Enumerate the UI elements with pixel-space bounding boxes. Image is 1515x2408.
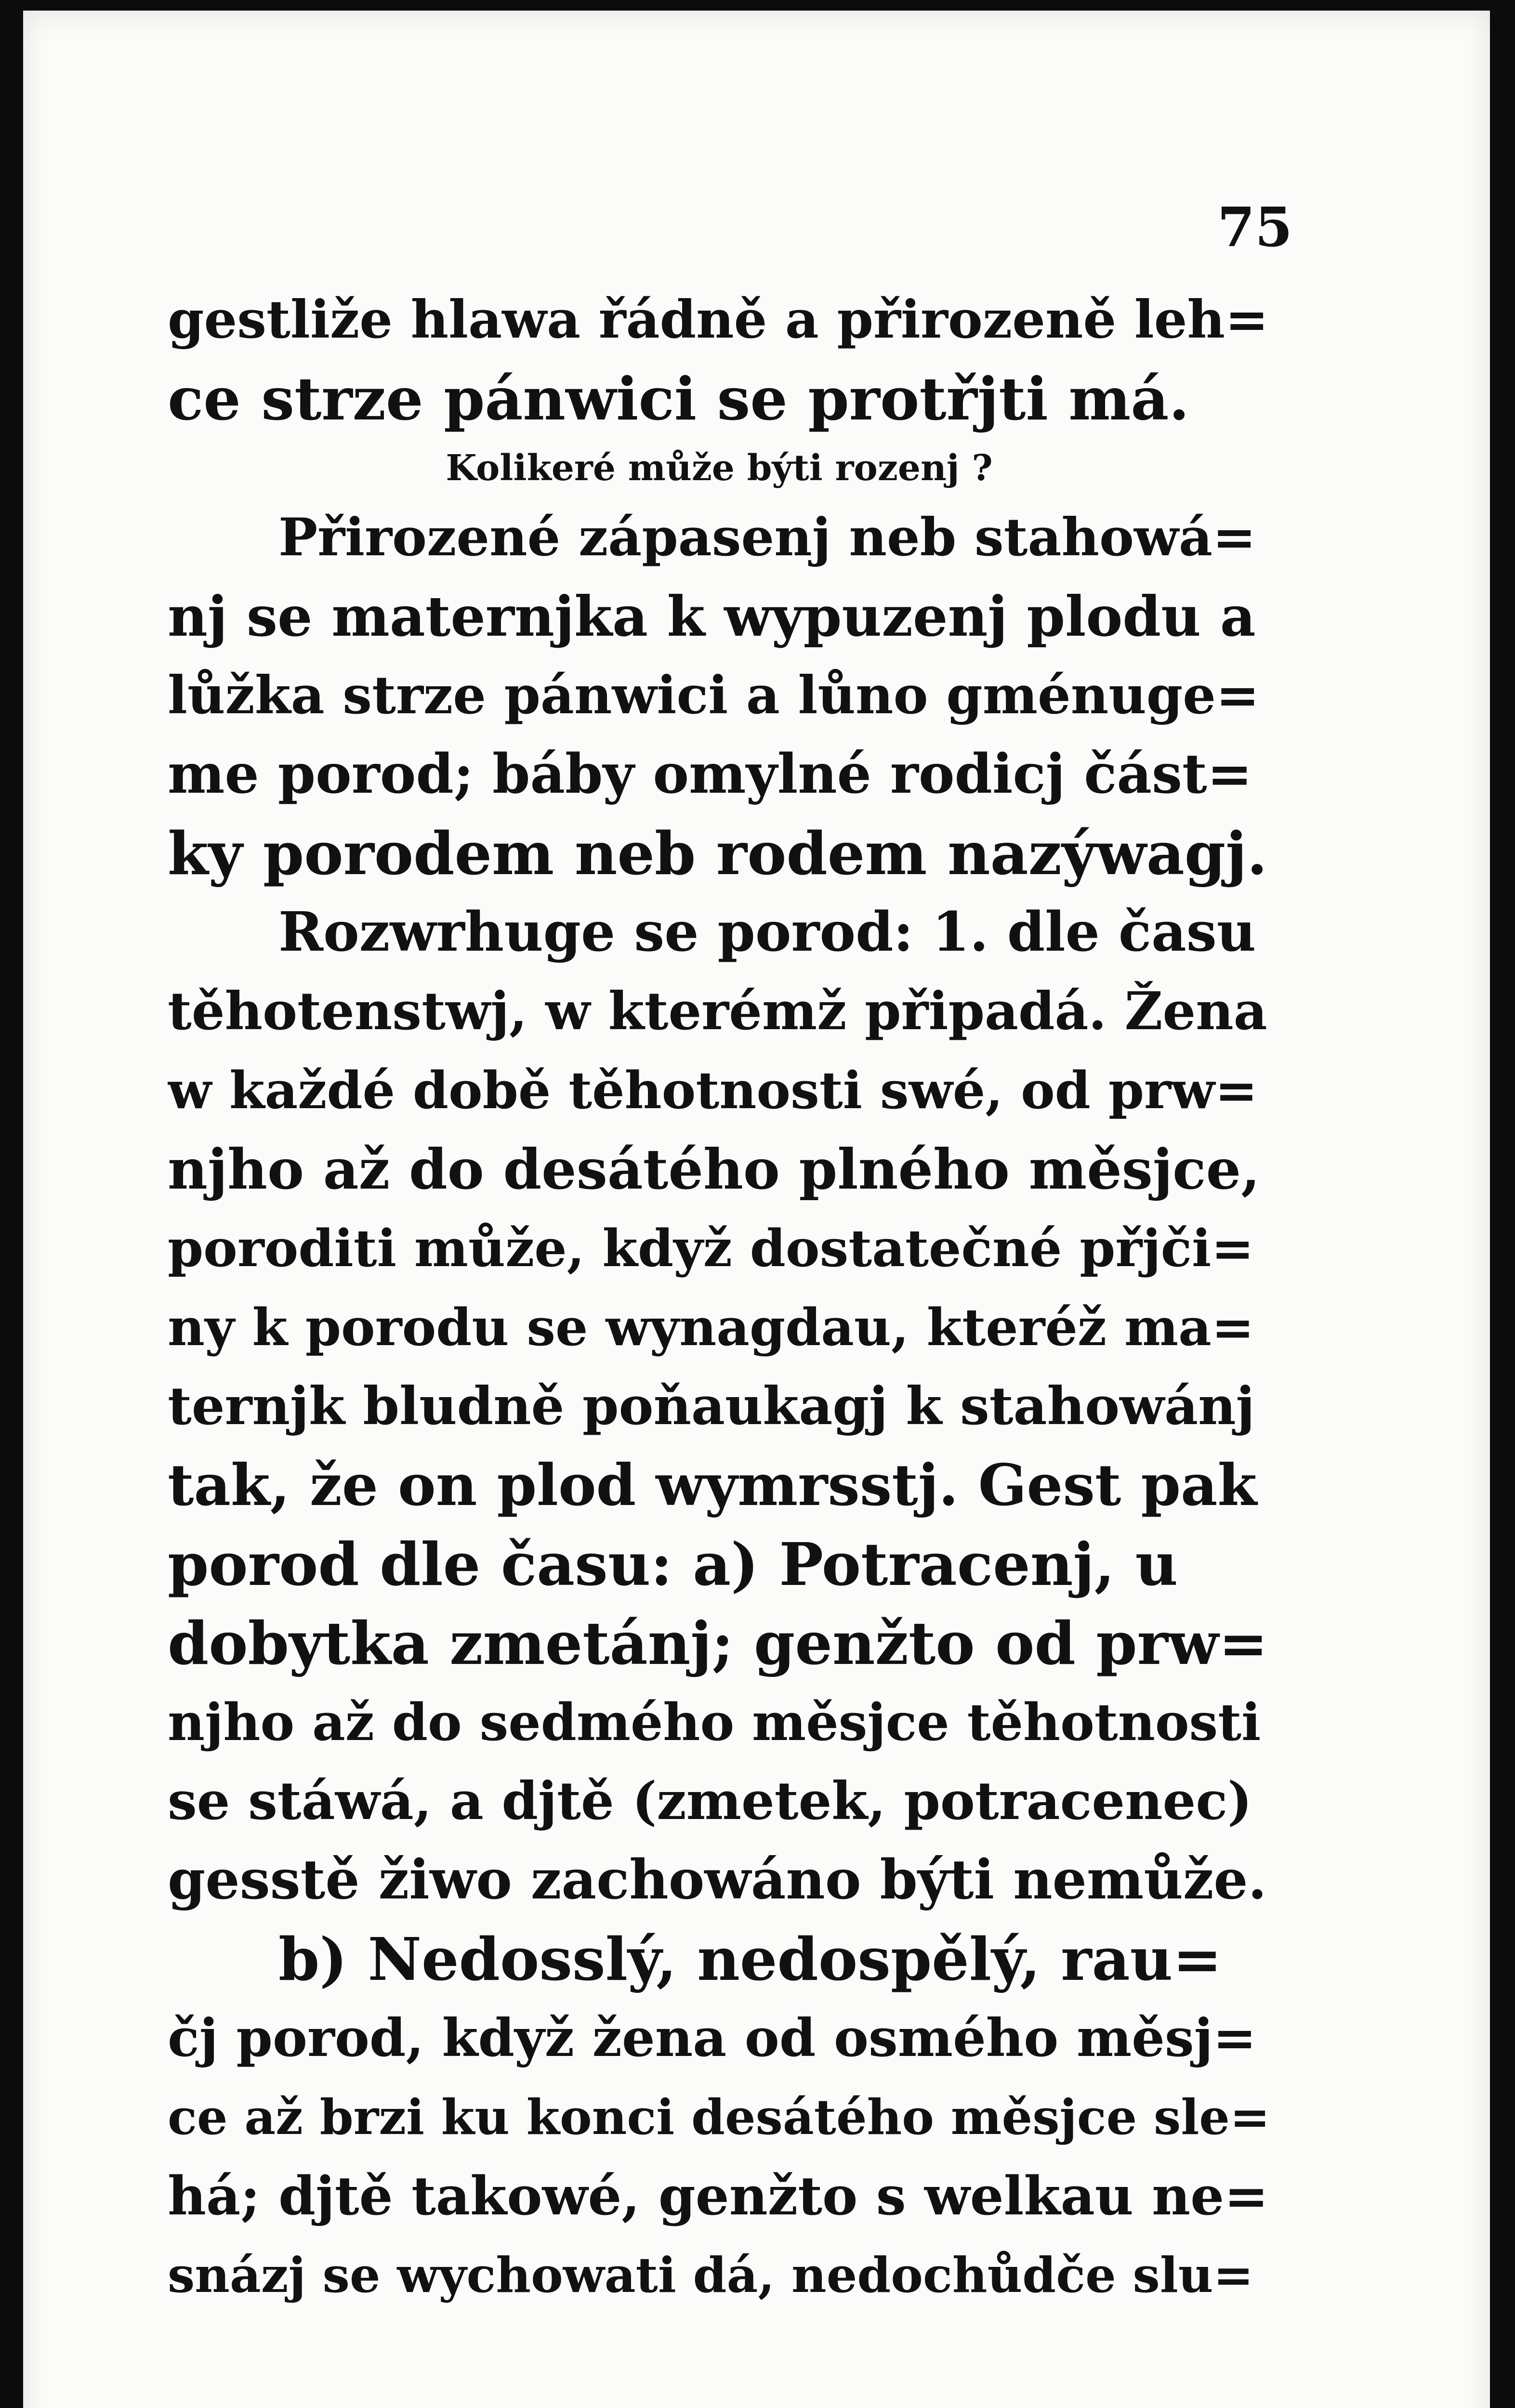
text-line: w každé době těhotnosti swé, od prw= <box>168 1060 1258 1120</box>
text-line: ce strze pánwici se protřjti má. <box>168 364 1189 433</box>
text-line: njho až do sedmého měsjce těhotnosti <box>168 1692 1261 1752</box>
text-line: Rozwrhuge se porod: 1. dle času <box>278 901 1256 964</box>
text-line: porod dle času: a) Potracenj, u <box>168 1530 1178 1599</box>
text-line: ternjk bludně poňaukagj k stahowánj <box>168 1376 1255 1437</box>
text-line: ky porodem neb rodem nazýwagj. <box>168 819 1267 888</box>
text-line: ny k porodu se wynagdau, kteréž ma= <box>168 1297 1254 1357</box>
text-line: Přirozené zápasenj neb stahowá= <box>278 507 1256 568</box>
text-line: njho až do desátého plného měsjce, <box>168 1137 1260 1202</box>
text-line: há; djtě takowé, genžto s welkau ne= <box>168 2165 1269 2227</box>
book-page <box>23 11 1490 2408</box>
text-line: ce až brzi ku konci desátého měsjce sle= <box>168 2089 1270 2146</box>
page-number: 75 <box>1217 196 1292 259</box>
text-line: tak, že on plod wymrsstj. Gest pak <box>168 1452 1257 1518</box>
text-line: lůžka strze pánwici a lůno gménuge= <box>168 665 1260 726</box>
text-line: těhotenstwj, w kterémž připadá. Žena <box>168 981 1267 1042</box>
page-text <box>168 280 1271 2315</box>
text-line: nj se maternjka k wypuzenj plodu a <box>168 584 1256 649</box>
text-line: se stáwá, a djtě (zmetek, potracenec) <box>168 1771 1252 1832</box>
section-heading: Kolikeré může býti rozenj ? <box>446 447 993 489</box>
text-line: čj porod, když žena od osmého měsj= <box>168 2008 1257 2068</box>
text-line: snázj se wychowati dá, nedochůdče slu= <box>168 2247 1254 2303</box>
text-line: poroditi může, když dostatečné přjči= <box>168 1218 1254 1278</box>
text-line: gesstě žiwo zachowáno býti nemůže. <box>168 1848 1267 1911</box>
text-line: gestliže hlawa řádně a přirozeně leh= <box>168 289 1269 350</box>
text-line: me porod; báby omylné rodicj část= <box>168 743 1252 806</box>
text-line: dobytka zmetánj; genžto od prw= <box>168 1609 1268 1678</box>
text-line: b) Nedosslý, nedospělý, rau= <box>278 1924 1222 1994</box>
